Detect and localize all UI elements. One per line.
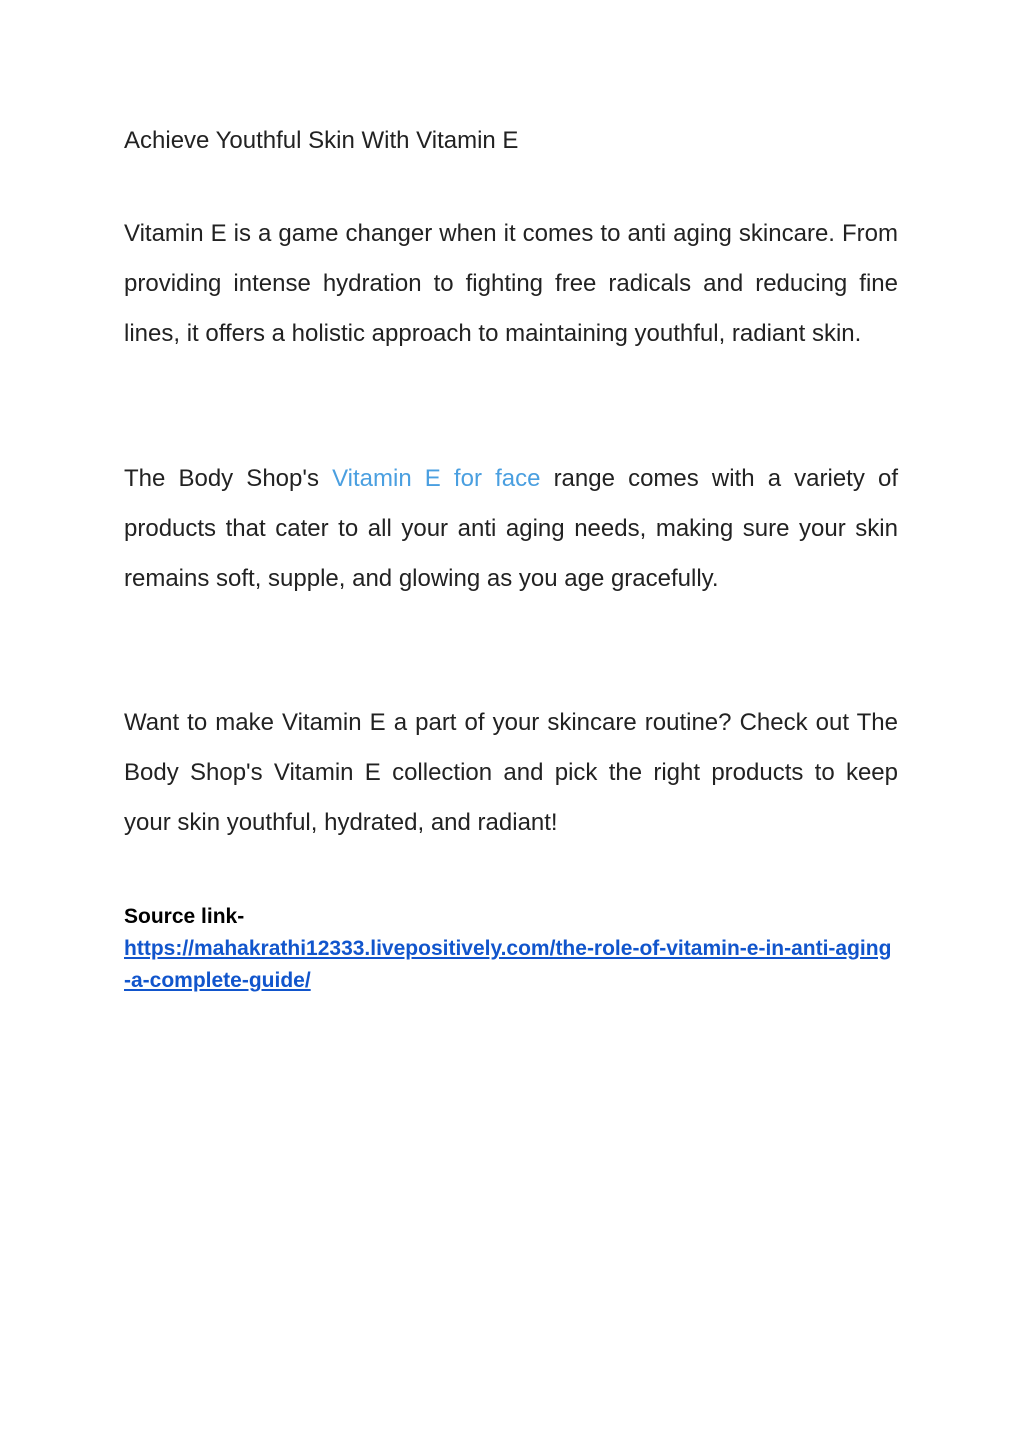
document-title: Achieve Youthful Skin With Vitamin E <box>124 127 519 154</box>
source-block <box>124 901 898 997</box>
paragraph-2-text-before: The Body Shop's <box>124 465 333 492</box>
paragraph-2-text-after: range comes with a variety of products that cater to all your anti aging needs, making sure your skin remains soft, supple, and glowing as you age gracefully. <box>124 465 898 592</box>
vitamin-e-for-face-link[interactable]: Vitamin E for face <box>332 465 541 492</box>
paragraph-intro: Vitamin E is a game changer when it comes to anti aging skincare. From providing intense hydration to fighting free radicals and reducing fine lines, it offers a holistic approach to maintaining youthful, radiant skin. <box>124 220 898 347</box>
source-url-link[interactable]: https://mahakrathi12333.livepositively.com/the-role-of-vitamin-e-in-anti-aging-a-complete-guide/ <box>124 937 892 992</box>
paragraph-call-to-action: Want to make Vitamin E a part of your skincare routine? Check out The Body Shop's Vitamin E collection and pick the right products to keep your skin youthful, hydrated, and radiant! <box>124 709 898 836</box>
paragraph-body-shop-range <box>124 454 898 604</box>
source-label: Source link- <box>124 905 245 928</box>
